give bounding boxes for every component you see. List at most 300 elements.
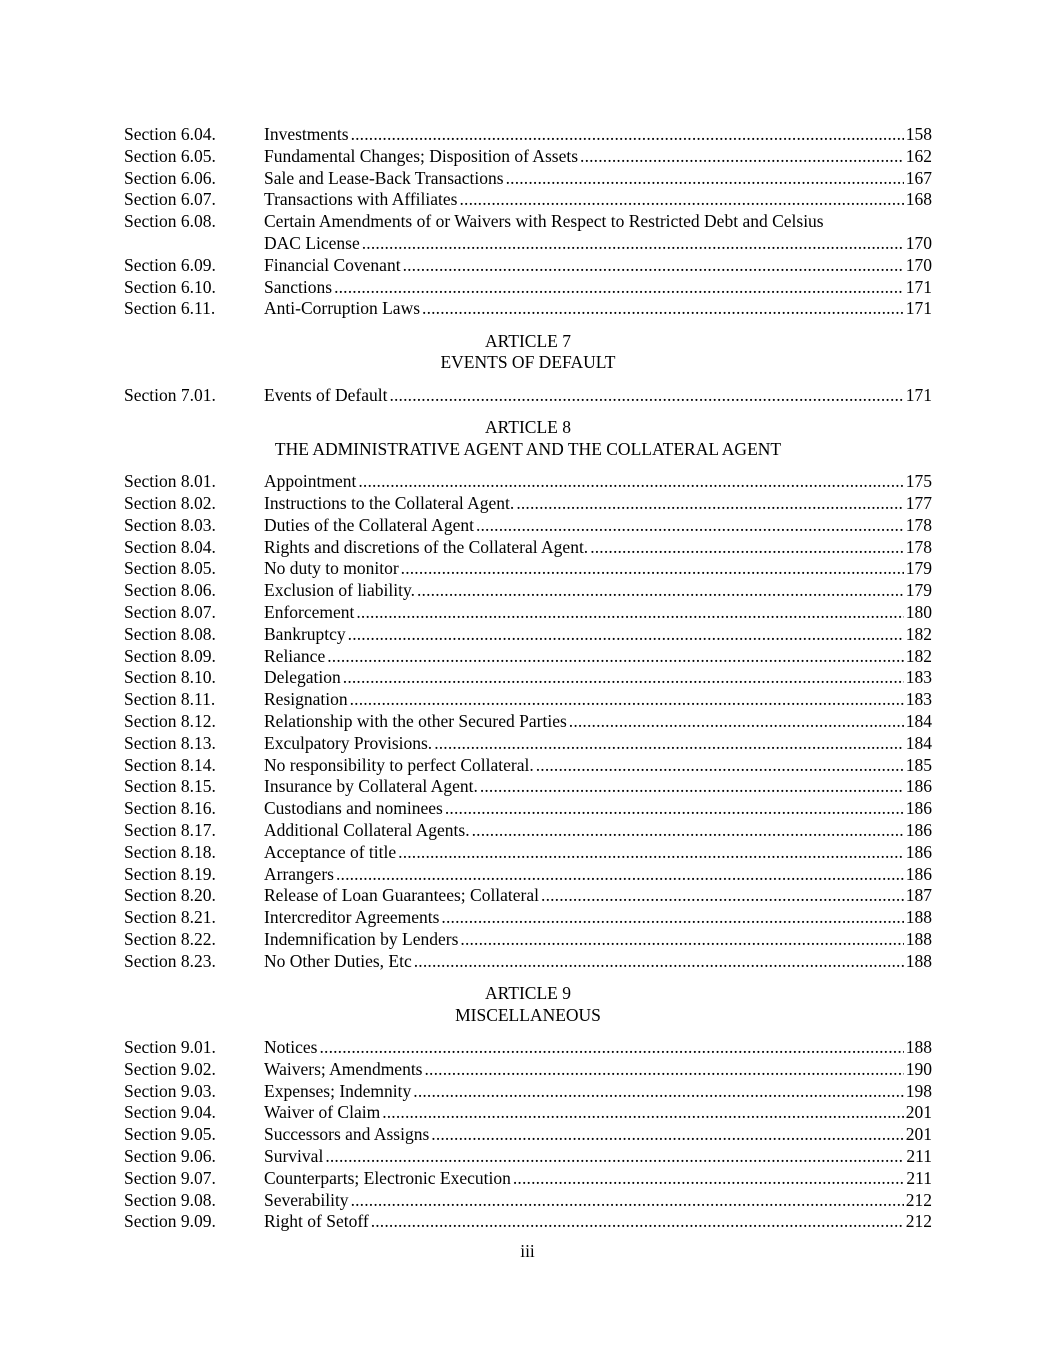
section-title: No duty to monitor bbox=[264, 558, 399, 579]
page-reference: 188 bbox=[905, 950, 932, 971]
entry-body bbox=[264, 776, 932, 798]
dot-leader bbox=[382, 1102, 904, 1124]
article-title: MISCELLANEOUS bbox=[455, 1004, 601, 1025]
toc-entry[interactable] bbox=[124, 929, 932, 951]
article-title: THE ADMINISTRATIVE AGENT AND THE COLLATERAL AGENT bbox=[274, 438, 782, 459]
dot-leader bbox=[441, 907, 903, 929]
section-title: Investments bbox=[264, 124, 349, 144]
dot-leader bbox=[371, 1211, 904, 1233]
section-title: Transactions with Affiliates bbox=[264, 189, 458, 210]
page-reference: 162 bbox=[905, 145, 932, 166]
dot-leader bbox=[398, 842, 904, 864]
section-number: Section 8.12. bbox=[124, 710, 216, 731]
dot-leader bbox=[403, 255, 904, 277]
toc-entry[interactable] bbox=[124, 907, 932, 929]
section-title: Delegation bbox=[264, 667, 341, 688]
entry-body bbox=[264, 1190, 932, 1212]
entry-body bbox=[264, 255, 932, 277]
entry-line bbox=[264, 277, 932, 299]
section-title: Right of Setoff bbox=[264, 1211, 369, 1232]
entry-line bbox=[264, 864, 932, 886]
toc-entry[interactable] bbox=[124, 798, 932, 820]
section-title: Instructions to the Collateral Agent. bbox=[264, 492, 515, 513]
dot-leader bbox=[459, 189, 903, 211]
section-number: Section 8.01. bbox=[124, 471, 216, 492]
entry-body bbox=[264, 1124, 932, 1146]
section-title: Expenses; Indemnity bbox=[264, 1080, 412, 1101]
page-reference: 211 bbox=[906, 1146, 932, 1167]
entry-line bbox=[264, 233, 932, 255]
entry-body bbox=[264, 755, 932, 777]
section-title: Custodians and nominees bbox=[264, 798, 443, 819]
entry-body bbox=[264, 667, 932, 689]
page-reference: 211 bbox=[906, 1167, 932, 1188]
entry-body bbox=[264, 515, 932, 537]
section-title: Arrangers bbox=[264, 863, 334, 884]
page-reference: 184 bbox=[905, 710, 932, 731]
page-reference: 180 bbox=[905, 601, 932, 622]
section-title: Intercreditor Agreements bbox=[264, 907, 440, 928]
entry-line bbox=[264, 471, 932, 493]
entry-line bbox=[264, 1081, 932, 1103]
dot-leader bbox=[414, 951, 904, 973]
entry-body bbox=[264, 168, 932, 190]
toc-entry[interactable] bbox=[124, 471, 932, 493]
toc-group bbox=[124, 417, 932, 972]
page-reference: 178 bbox=[905, 514, 932, 535]
toc-entry[interactable] bbox=[124, 1059, 932, 1081]
toc-entry[interactable] bbox=[124, 168, 932, 190]
entry-line bbox=[264, 646, 932, 668]
entry-body bbox=[264, 146, 932, 168]
entry-line bbox=[264, 255, 932, 277]
article-number: ARTICLE 8 bbox=[485, 417, 571, 438]
toc-entry[interactable] bbox=[124, 689, 932, 711]
section-number: Section 8.11. bbox=[124, 689, 216, 710]
entry-line bbox=[264, 580, 932, 602]
page-reference: 187 bbox=[905, 885, 932, 906]
toc-entry[interactable] bbox=[124, 558, 932, 580]
entry-line bbox=[264, 1190, 932, 1212]
entry-line bbox=[264, 1037, 932, 1059]
section-number: Section 9.04. bbox=[124, 1102, 216, 1123]
page-reference: 182 bbox=[905, 623, 932, 644]
entry-line bbox=[264, 624, 932, 646]
toc-entry[interactable] bbox=[124, 493, 932, 515]
section-title: Notices bbox=[264, 1037, 318, 1058]
dot-leader bbox=[536, 755, 904, 777]
section-title: Waiver of Claim bbox=[264, 1102, 381, 1123]
toc-entry[interactable] bbox=[124, 537, 932, 559]
dot-leader bbox=[506, 168, 904, 190]
section-number: Section 6.05. bbox=[124, 145, 216, 166]
section-number: Section 9.09. bbox=[124, 1211, 216, 1232]
section-title: Waivers; Amendments bbox=[264, 1058, 423, 1079]
dot-leader bbox=[327, 646, 904, 668]
entry-body bbox=[264, 602, 932, 624]
entry-line bbox=[264, 755, 932, 777]
entry-line bbox=[264, 146, 932, 168]
entry-line bbox=[264, 842, 932, 864]
section-number: Section 7.01. bbox=[124, 384, 216, 405]
section-number: Section 8.15. bbox=[124, 776, 216, 797]
dot-leader bbox=[431, 1124, 903, 1146]
dot-leader bbox=[348, 624, 904, 646]
page-reference: 186 bbox=[905, 776, 932, 797]
dot-leader bbox=[350, 689, 904, 711]
entry-line bbox=[264, 168, 932, 190]
toc-entry[interactable] bbox=[124, 646, 932, 668]
page-reference: 182 bbox=[905, 645, 932, 666]
entry-line bbox=[264, 385, 932, 407]
toc-entry[interactable] bbox=[124, 277, 932, 299]
dot-leader bbox=[334, 277, 904, 299]
entry-body bbox=[264, 798, 932, 820]
table-of-contents bbox=[124, 124, 932, 1233]
dot-leader bbox=[513, 1168, 905, 1190]
section-title: Sanctions bbox=[264, 276, 333, 297]
dot-leader bbox=[351, 1190, 904, 1212]
page-reference: 158 bbox=[905, 124, 932, 144]
toc-entry[interactable] bbox=[124, 842, 932, 864]
toc-group bbox=[124, 124, 932, 320]
section-title: Duties of the Collateral Agent bbox=[264, 514, 474, 535]
section-title: Events of Default bbox=[264, 384, 388, 405]
toc-entry[interactable] bbox=[124, 1081, 932, 1103]
entry-line bbox=[264, 711, 932, 733]
section-title: Enforcement bbox=[264, 601, 355, 622]
toc-entry[interactable] bbox=[124, 951, 932, 973]
section-number: Section 6.07. bbox=[124, 189, 216, 210]
dot-leader bbox=[590, 537, 904, 559]
dot-leader bbox=[580, 146, 904, 168]
toc-entry[interactable] bbox=[124, 515, 932, 537]
dot-leader bbox=[541, 885, 904, 907]
toc-entry[interactable] bbox=[124, 733, 932, 755]
entry-body bbox=[264, 646, 932, 668]
section-number: Section 8.10. bbox=[124, 667, 216, 688]
dot-leader bbox=[569, 711, 904, 733]
entry-body bbox=[264, 124, 932, 146]
toc-entry[interactable] bbox=[124, 211, 932, 255]
page-reference: 171 bbox=[905, 384, 932, 405]
toc-entry[interactable] bbox=[124, 1146, 932, 1168]
toc-entry[interactable] bbox=[124, 124, 932, 146]
entry-line bbox=[264, 537, 932, 559]
entry-line bbox=[264, 776, 932, 798]
entry-body bbox=[264, 864, 932, 886]
entry-body bbox=[264, 885, 932, 907]
section-title: Severability bbox=[264, 1189, 349, 1210]
toc-entry[interactable] bbox=[124, 580, 932, 602]
entry-line bbox=[264, 1124, 932, 1146]
entry-line bbox=[264, 1168, 932, 1190]
section-number: Section 8.21. bbox=[124, 907, 216, 928]
section-number: Section 6.11. bbox=[124, 298, 216, 319]
toc-entry[interactable] bbox=[124, 885, 932, 907]
section-number: Section 6.08. bbox=[124, 211, 216, 232]
toc-entry[interactable] bbox=[124, 624, 932, 646]
entry-line bbox=[264, 907, 932, 929]
section-title: Exclusion of liability. bbox=[264, 580, 415, 601]
entry-line bbox=[264, 189, 932, 211]
section-title: No responsibility to perfect Collateral. bbox=[264, 754, 534, 775]
page-reference: 186 bbox=[905, 841, 932, 862]
section-number: Section 8.02. bbox=[124, 492, 216, 513]
section-number: Section 8.22. bbox=[124, 928, 216, 949]
toc-entry[interactable] bbox=[124, 1190, 932, 1212]
dot-leader bbox=[422, 298, 904, 320]
section-title: Appointment bbox=[264, 471, 357, 492]
toc-entry[interactable] bbox=[124, 1102, 932, 1124]
section-title-first-line: Certain Amendments of or Waivers with Respect to Restricted Debt and Celsius bbox=[264, 211, 824, 232]
page-number: iii bbox=[520, 1241, 535, 1261]
entry-body bbox=[264, 1146, 932, 1168]
page-reference: 212 bbox=[905, 1189, 932, 1210]
page-reference: 168 bbox=[905, 189, 932, 210]
article-title: EVENTS OF DEFAULT bbox=[440, 352, 616, 373]
toc-entry[interactable] bbox=[124, 1037, 932, 1059]
dot-leader bbox=[476, 515, 904, 537]
toc-entry[interactable] bbox=[124, 298, 932, 320]
toc-entry[interactable] bbox=[124, 1168, 932, 1190]
section-number: Section 8.07. bbox=[124, 601, 216, 622]
entry-line bbox=[264, 602, 932, 624]
toc-entry[interactable] bbox=[124, 864, 932, 886]
section-number: Section 9.06. bbox=[124, 1146, 216, 1167]
entry-body bbox=[264, 493, 932, 515]
section-number: Section 8.05. bbox=[124, 558, 216, 579]
section-number: Section 9.03. bbox=[124, 1080, 216, 1101]
section-title: Survival bbox=[264, 1146, 324, 1167]
page-reference: 198 bbox=[905, 1080, 932, 1101]
toc-entry[interactable] bbox=[124, 1211, 932, 1233]
page-reference: 179 bbox=[905, 558, 932, 579]
section-number: Section 8.20. bbox=[124, 885, 216, 906]
toc-entry[interactable] bbox=[124, 667, 932, 689]
section-title: Resignation bbox=[264, 689, 348, 710]
page-reference: 186 bbox=[905, 798, 932, 819]
article-number: ARTICLE 9 bbox=[485, 982, 571, 1003]
entry-body bbox=[264, 1168, 932, 1190]
section-title: Anti-Corruption Laws bbox=[264, 298, 421, 319]
toc-entry[interactable] bbox=[124, 711, 932, 733]
dot-leader bbox=[434, 733, 904, 755]
dot-leader bbox=[413, 1081, 903, 1103]
article-heading bbox=[124, 417, 932, 461]
toc-entry[interactable] bbox=[124, 755, 932, 777]
page-reference: 170 bbox=[905, 254, 932, 275]
section-title: Fundamental Changes; Disposition of Assets bbox=[264, 145, 579, 166]
dot-leader bbox=[343, 667, 904, 689]
dot-leader bbox=[358, 471, 903, 493]
page-reference: 184 bbox=[905, 732, 932, 753]
entry-body bbox=[264, 907, 932, 929]
entry-body bbox=[264, 820, 932, 842]
section-number: Section 9.08. bbox=[124, 1189, 216, 1210]
section-title: Sale and Lease-Back Transactions bbox=[264, 167, 504, 188]
section-number: Section 8.23. bbox=[124, 950, 216, 971]
section-title: Successors and Assigns bbox=[264, 1124, 430, 1145]
entry-body bbox=[264, 842, 932, 864]
section-number: Section 8.04. bbox=[124, 536, 216, 557]
entry-line bbox=[264, 929, 932, 951]
page-reference: 171 bbox=[905, 276, 932, 297]
section-title: Relationship with the other Secured Parties bbox=[264, 710, 567, 731]
entry-body bbox=[264, 1102, 932, 1124]
section-number: Section 8.18. bbox=[124, 841, 216, 862]
entry-line bbox=[264, 558, 932, 580]
entry-line bbox=[264, 951, 932, 973]
section-number: Section 6.06. bbox=[124, 167, 216, 188]
entry-line bbox=[264, 689, 932, 711]
toc-entry[interactable] bbox=[124, 189, 932, 211]
entry-line bbox=[264, 515, 932, 537]
entry-body bbox=[264, 277, 932, 299]
section-title: Release of Loan Guarantees; Collateral bbox=[264, 885, 540, 906]
section-title: No Other Duties, Etc bbox=[264, 950, 412, 971]
entry-line bbox=[264, 733, 932, 755]
entry-line bbox=[264, 1211, 932, 1233]
dot-leader bbox=[445, 798, 904, 820]
section-number: Section 8.13. bbox=[124, 732, 216, 753]
section-title: Insurance by Collateral Agent. bbox=[264, 776, 478, 797]
dot-leader bbox=[356, 602, 903, 624]
dot-leader bbox=[425, 1059, 904, 1081]
page-reference: 178 bbox=[905, 536, 932, 557]
entry-body bbox=[264, 211, 932, 255]
page-reference: 177 bbox=[905, 492, 932, 513]
page-reference: 186 bbox=[905, 863, 932, 884]
dot-leader bbox=[472, 820, 904, 842]
entry-body bbox=[264, 929, 932, 951]
section-title: Reliance bbox=[264, 645, 326, 666]
dot-leader bbox=[319, 1037, 903, 1059]
page-reference: 167 bbox=[905, 167, 932, 188]
page-reference: 170 bbox=[905, 232, 932, 253]
section-number: Section 6.09. bbox=[124, 254, 216, 275]
entry-body bbox=[264, 733, 932, 755]
toc-entry[interactable] bbox=[124, 385, 932, 407]
article-number: ARTICLE 7 bbox=[485, 330, 571, 351]
section-number: Section 8.17. bbox=[124, 819, 216, 840]
page-reference: 185 bbox=[905, 754, 932, 775]
section-number: Section 8.16. bbox=[124, 798, 216, 819]
entry-line bbox=[264, 798, 932, 820]
dot-leader bbox=[460, 929, 903, 951]
section-number: Section 8.09. bbox=[124, 645, 216, 666]
entry-line bbox=[264, 493, 932, 515]
entry-body bbox=[264, 385, 932, 407]
page-reference: 183 bbox=[905, 689, 932, 710]
toc-entry[interactable] bbox=[124, 776, 932, 798]
page-reference: 179 bbox=[905, 580, 932, 601]
article-heading bbox=[124, 983, 932, 1027]
entry-body bbox=[264, 558, 932, 580]
section-number: Section 8.08. bbox=[124, 623, 216, 644]
dot-leader bbox=[351, 124, 904, 146]
dot-leader bbox=[336, 864, 904, 886]
section-number: Section 9.01. bbox=[124, 1037, 216, 1058]
section-number: Section 6.04. bbox=[124, 124, 216, 144]
section-title: DAC License bbox=[264, 232, 360, 253]
section-title: Counterparts; Electronic Execution bbox=[264, 1167, 511, 1188]
entry-line bbox=[264, 820, 932, 842]
entry-body bbox=[264, 471, 932, 493]
toc-entry[interactable] bbox=[124, 146, 932, 168]
page-reference: 212 bbox=[905, 1211, 932, 1232]
page-reference: 188 bbox=[905, 907, 932, 928]
entry-body bbox=[264, 537, 932, 559]
entry-body bbox=[264, 189, 932, 211]
entry-body bbox=[264, 711, 932, 733]
toc-entry[interactable] bbox=[124, 820, 932, 842]
dot-leader bbox=[325, 1146, 904, 1168]
entry-line bbox=[264, 667, 932, 689]
dot-leader bbox=[417, 580, 904, 602]
toc-group bbox=[124, 331, 932, 407]
page-reference: 201 bbox=[905, 1124, 932, 1145]
section-title: Bankruptcy bbox=[264, 623, 346, 644]
page-reference: 183 bbox=[905, 667, 932, 688]
entry-line bbox=[264, 1059, 932, 1081]
entry-body bbox=[264, 1081, 932, 1103]
entry-body bbox=[264, 689, 932, 711]
entry-line bbox=[264, 885, 932, 907]
section-number: Section 6.10. bbox=[124, 276, 216, 297]
toc-entry[interactable] bbox=[124, 255, 932, 277]
section-number: Section 9.02. bbox=[124, 1058, 216, 1079]
entry-body bbox=[264, 624, 932, 646]
section-number: Section 9.07. bbox=[124, 1167, 216, 1188]
section-number: Section 8.03. bbox=[124, 514, 216, 535]
dot-leader bbox=[480, 776, 904, 798]
dot-leader bbox=[516, 493, 903, 515]
toc-entry[interactable] bbox=[124, 1124, 932, 1146]
page-reference: 175 bbox=[905, 471, 932, 492]
section-number: Section 8.14. bbox=[124, 754, 216, 775]
page-reference: 190 bbox=[905, 1058, 932, 1079]
entry-body bbox=[264, 951, 932, 973]
toc-entry[interactable] bbox=[124, 602, 932, 624]
article-heading bbox=[124, 331, 932, 375]
section-title: Exculpatory Provisions. bbox=[264, 732, 433, 753]
section-title: Acceptance of title bbox=[264, 841, 397, 862]
section-number: Section 9.05. bbox=[124, 1124, 216, 1145]
page-reference: 188 bbox=[905, 928, 932, 949]
entry-body bbox=[264, 580, 932, 602]
dot-leader bbox=[401, 558, 904, 580]
page-reference: 201 bbox=[905, 1102, 932, 1123]
section-number: Section 8.19. bbox=[124, 863, 216, 884]
entry-body bbox=[264, 298, 932, 320]
section-title: Rights and discretions of the Collateral Agent. bbox=[264, 536, 589, 557]
page-reference: 186 bbox=[905, 819, 932, 840]
entry-body bbox=[264, 1211, 932, 1233]
entry-line bbox=[264, 1102, 932, 1124]
page-reference: 188 bbox=[905, 1037, 932, 1058]
entry-body bbox=[264, 1059, 932, 1081]
entry-line bbox=[264, 298, 932, 320]
dot-leader bbox=[362, 233, 904, 255]
entry-line bbox=[264, 1146, 932, 1168]
section-title: Financial Covenant bbox=[264, 254, 401, 275]
toc-group bbox=[124, 983, 932, 1233]
section-title: Additional Collateral Agents. bbox=[264, 819, 470, 840]
page-reference: 171 bbox=[905, 298, 932, 319]
dot-leader bbox=[389, 385, 903, 407]
entry-body bbox=[264, 1037, 932, 1059]
